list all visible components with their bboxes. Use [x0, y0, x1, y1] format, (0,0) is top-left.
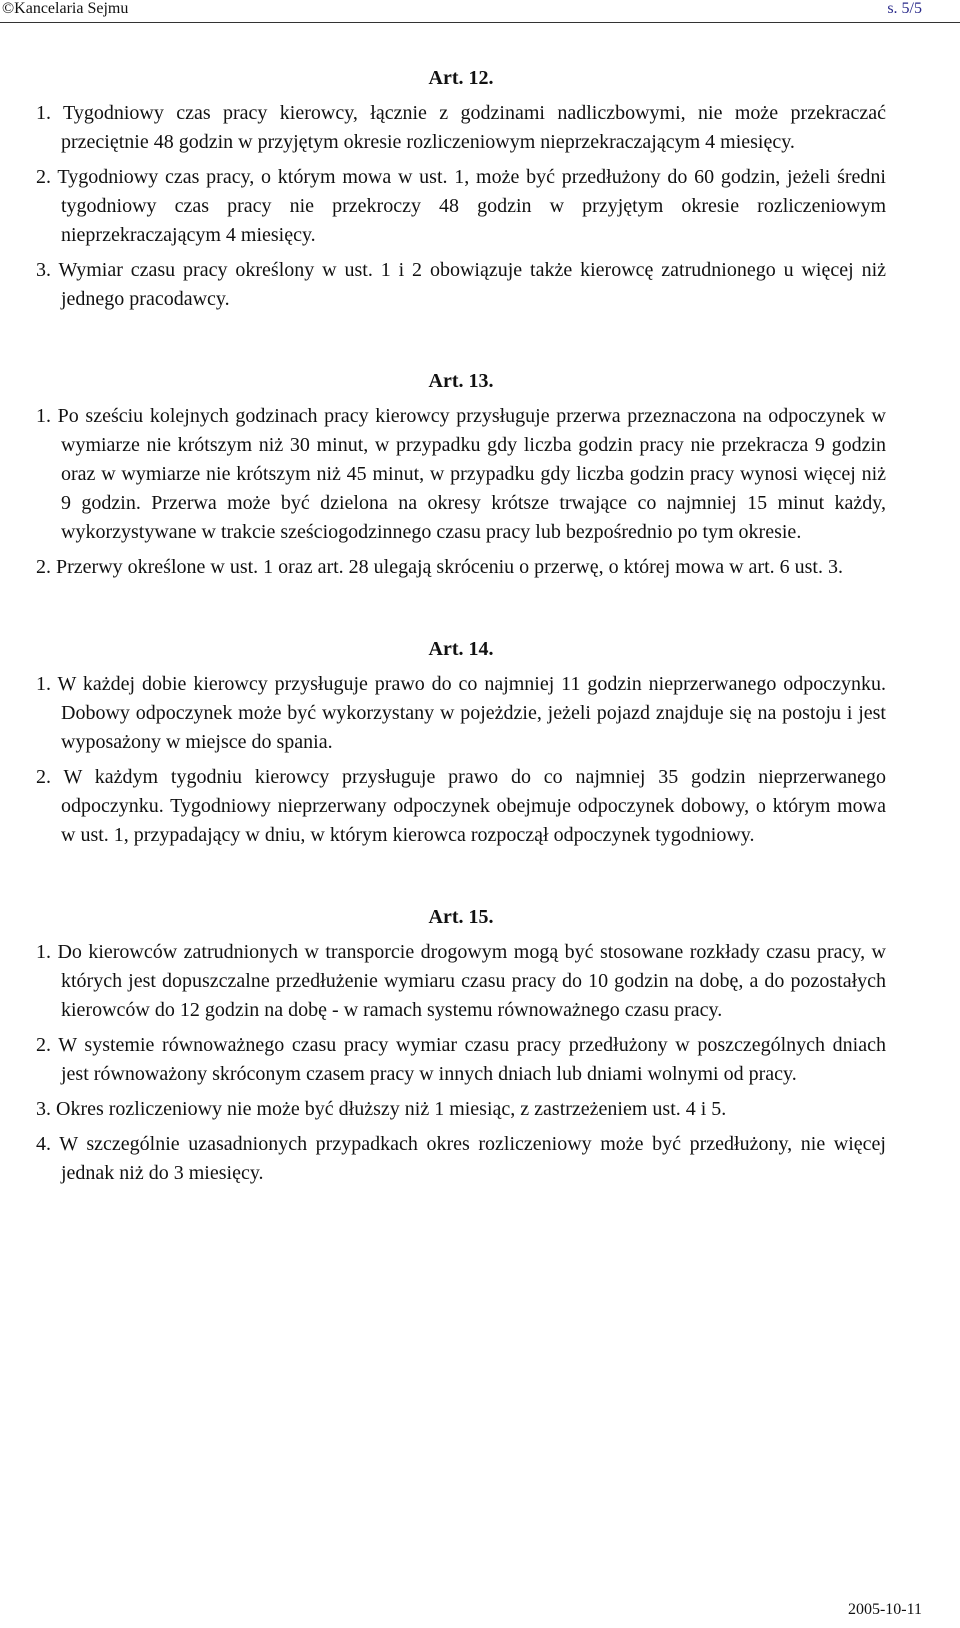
article-paragraph: 3. Wymiar czasu pracy określony w ust. 1 i 2 obowiązuje także kierowcę zatrudnionego u więcej niż jednego pracodawcy.	[36, 259, 886, 310]
article-14	[36, 635, 886, 850]
spacer	[36, 588, 886, 635]
spacer	[36, 856, 886, 903]
article-title: Art. 15.	[428, 906, 494, 928]
article-title: Art. 13.	[428, 370, 494, 392]
article-paragraph: 2. Tygodniowy czas pracy, o którym mowa w ust. 1, może być przedłużony do 60 godzin, jeżeli średni tygodniowy czas pracy nie przekroczy 48 godzin w przyjętym okresie rozliczeniowym nieprzekraczającym 4 miesięcy.	[36, 166, 886, 246]
document-body	[36, 64, 886, 1194]
article-15	[36, 903, 886, 1188]
header-source: ©Kancelaria Sejmu	[2, 0, 129, 17]
article-paragraph: 1. W każdej dobie kierowcy przysługuje prawo do co najmniej 11 godzin nieprzerwanego odpoczynku. Dobowy odpoczynek może być wykorzystany w pojeżdzie, jeżeli pojazd znajduje się na postoju i jest wyposażony w miejsce do spania.	[36, 673, 886, 753]
article-paragraph: 2. W każdym tygodniu kierowcy przysługuje prawo do co najmniej 35 godzin nieprzerwanego odpoczynku. Tygodniowy nieprzerwany odpoczynek obejmuje odpoczynek dobowy, o którym mowa w ust. 1, przypadający w dniu, w którym kierowca rozpoczął odpoczynek tygodniowy.	[36, 766, 886, 846]
footer-date: 2005-10-11	[847, 1601, 922, 1618]
article-title: Art. 14.	[428, 638, 494, 660]
article-paragraph: 1. Po sześciu kolejnych godzinach pracy kierowcy przysługuje przerwa przeznaczona na odpoczynek w wymiarze nie krótszym niż 30 minut, w przypadku gdy liczba godzin pracy nie przekracza 9 godzin oraz w wymiarze nie krótszym niż 45 minut, w przypadku gdy liczba godzin pracy wynosi więcej niż 9 godzin. Przerwa może być dzielona na okresy krótsze trwające co najmniej 15 minut każdy, wykorzystywane w trakcie sześciogodzinnego czasu pracy lub bezpośrednio po tym okresie.	[36, 405, 886, 543]
article-paragraph: 2. W systemie równoważnego czasu pracy wymiar czasu pracy przedłużony w poszczególnych dniach jest równoważony skróconym czasem pracy w innych dniach lub dniami wolnymi od pracy.	[36, 1034, 886, 1085]
article-title: Art. 12.	[428, 67, 494, 89]
header-page-number: s. 5/5	[887, 0, 922, 17]
article-paragraph: 1. Tygodniowy czas pracy kierowcy, łącznie z godzinami nadliczbowymi, nie może przekraczać przeciętnie 48 godzin w przyjętym okresie rozliczeniowym nieprzekraczającym 4 miesięcy.	[36, 102, 886, 153]
article-paragraph: 1. Do kierowców zatrudnionych w transporcie drogowym mogą być stosowane rozkłady czasu pracy, w których jest dopuszczalne przedłużenie wymiaru czasu pracy do 10 godzin na dobę, a do pozostałych kierowców do 12 godzin na dobę - w ramach systemu równoważnego czasu pracy.	[36, 941, 886, 1021]
page-header	[0, 0, 960, 23]
article-paragraph: 3. Okres rozliczeniowy nie może być dłuższy niż 1 miesiąc, z zastrzeżeniem ust. 4 i 5.	[36, 1098, 727, 1120]
spacer	[36, 320, 886, 367]
article-13	[36, 367, 886, 582]
article-paragraph: 4. W szczególnie uzasadnionych przypadkach okres rozliczeniowy może być przedłużony, nie więcej jednak niż do 3 miesięcy.	[36, 1133, 886, 1184]
article-12	[36, 64, 886, 314]
article-paragraph: 2. Przerwy określone w ust. 1 oraz art. 28 ulegają skróceniu o przerwę, o której mowa w art. 6 ust. 3.	[36, 556, 843, 578]
